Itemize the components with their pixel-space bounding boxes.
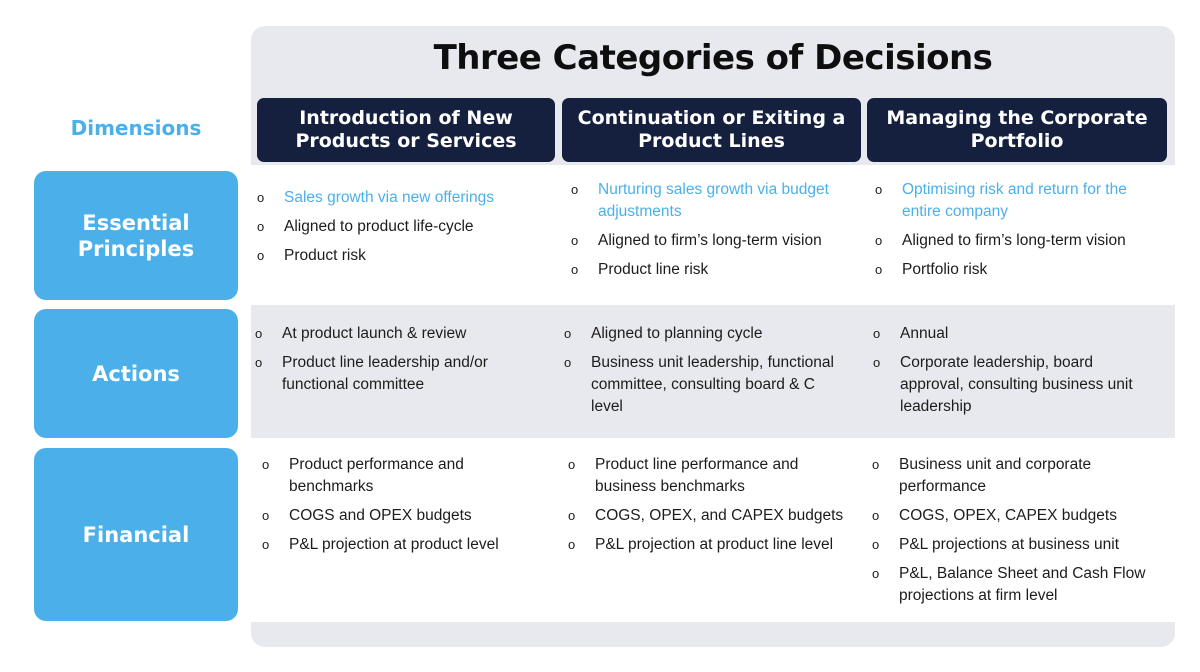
column-header-continuation: Continuation or Exiting a Product Lines — [562, 98, 861, 162]
list-item: o Aligned to firm’s long-term vision — [875, 232, 1126, 249]
cell-principles-portfolio — [872, 179, 1167, 288]
list-item: o P&L projection at product line level — [568, 536, 834, 553]
cell-actions-new — [252, 323, 542, 403]
list-item: o Business unit and corporate performance — [872, 456, 1092, 495]
cell-actions-portfolio — [870, 323, 1155, 425]
row-label-actions: Actions — [34, 309, 238, 438]
cell-principles-continuation — [568, 179, 853, 288]
list-item: o At product launch & review — [255, 325, 467, 342]
list-item: o Aligned to product life-cycle — [257, 218, 474, 235]
list-item: o Aligned to planning cycle — [564, 325, 763, 342]
list-item: o Sales growth via new offerings — [257, 189, 494, 206]
cell-financial-new — [259, 454, 544, 563]
list-item: o COGS and OPEX budgets — [262, 507, 472, 524]
list-item: o P&L, Balance Sheet and Cash Flow projections at firm level — [872, 565, 1146, 604]
list-item: o Business unit leadership, functional committee, consulting board & C level — [564, 354, 834, 415]
column-header-portfolio: Managing the Corporate Portfolio — [867, 98, 1167, 162]
list-item: o Product risk — [257, 247, 366, 264]
row-label-principles: Essential Principles — [34, 171, 238, 300]
list-item: o Annual — [873, 325, 949, 342]
list-item: o COGS, OPEX, and CAPEX budgets — [568, 507, 844, 524]
page-title: Three Categories of Decisions — [433, 38, 993, 78]
cell-financial-continuation — [565, 454, 855, 563]
cell-financial-portfolio — [869, 454, 1164, 614]
dimensions-label: Dimensions — [70, 116, 202, 140]
list-item: o Aligned to firm’s long-term vision — [571, 232, 822, 249]
cell-principles-new — [254, 187, 544, 274]
list-item: o Product line risk — [571, 261, 709, 278]
list-item: o Nurturing sales growth via budget adjustments — [571, 181, 829, 220]
row-label-financial: Financial — [34, 448, 238, 621]
list-item: o P&L projection at product level — [262, 536, 499, 553]
cell-actions-continuation — [561, 323, 851, 425]
list-item: o COGS, OPEX, CAPEX budgets — [872, 507, 1117, 524]
list-item: o Product line performance and business benchmarks — [568, 456, 799, 495]
list-item: o Portfolio risk — [875, 261, 988, 278]
list-item: o Corporate leadership, board approval, consulting business unit leadership — [873, 354, 1133, 415]
column-header-new-products: Introduction of New Products or Services — [257, 98, 555, 162]
list-item: o Product performance and benchmarks — [262, 456, 464, 495]
list-item: o Optimising risk and return for the entire company — [875, 181, 1127, 220]
list-item: o P&L projections at business unit — [872, 536, 1119, 553]
list-item: o Product line leadership and/or functional committee — [255, 354, 488, 393]
